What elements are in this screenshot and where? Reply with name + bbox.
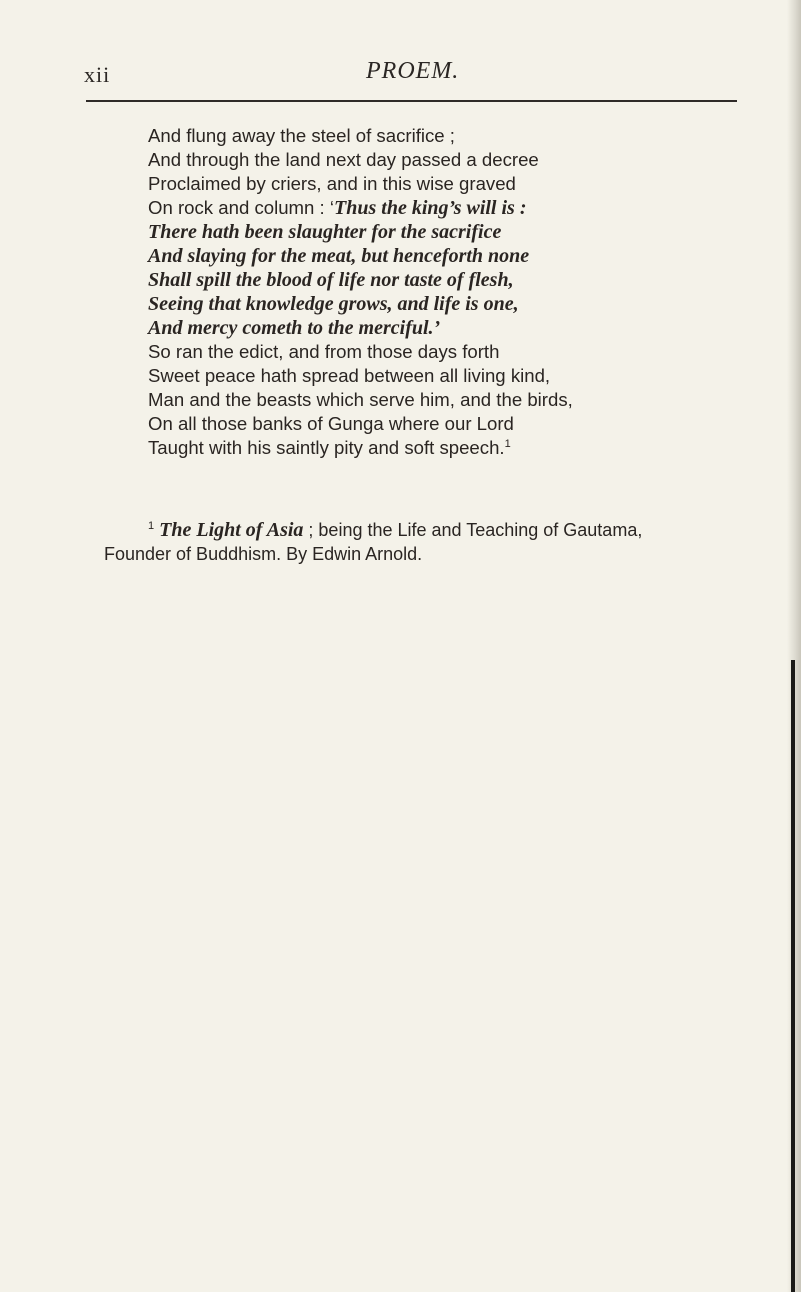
footnote-text: ; being the Life and Teaching of Gautama,	[303, 520, 643, 540]
header-rule	[86, 100, 737, 102]
poem-line: And flung away the steel of sacrifice ;	[148, 125, 455, 146]
page-number: xii	[84, 62, 111, 87]
poem-line: On all those banks of Gunga where our Lord	[148, 413, 514, 434]
footnote-marker: 1	[148, 520, 155, 532]
poem-line-italic: And mercy cometh to the merciful.’	[148, 317, 441, 339]
poem-line-italic: Seeing that knowledge grows, and life is one,	[148, 293, 519, 315]
poem-line-italic: Thus the king’s will is :	[334, 197, 527, 219]
footnote	[104, 518, 744, 566]
poem-line-italic: There hath been slaughter for the sacrifice	[148, 221, 502, 243]
footnote-reference: 1	[504, 438, 511, 450]
page-header	[84, 56, 739, 96]
poem-line: Proclaimed by criers, and in this wise graved	[148, 173, 516, 194]
poem-line: So ran the edict, and from those days forth	[148, 341, 500, 362]
footnote-book-title: The Light of Asia	[159, 519, 304, 541]
poem-block	[148, 124, 748, 460]
poem-line-italic: And slaying for the meat, but henceforth none	[148, 245, 530, 267]
poem-line-italic: Shall spill the blood of life nor taste of flesh,	[148, 269, 514, 291]
poem-line	[148, 436, 748, 460]
page-edge-dark-strip	[791, 660, 795, 1292]
poem-line: And through the land next day passed a decree	[148, 149, 539, 170]
poem-line-text: Taught with his saintly pity and soft speech.	[148, 437, 505, 458]
poem-line-roman: On rock and column : ‘	[148, 197, 335, 218]
poem-line: Sweet peace hath spread between all living kind,	[148, 365, 551, 386]
running-head: PROEM.	[366, 58, 460, 84]
poem-line: Man and the beasts which serve him, and the birds,	[148, 389, 573, 410]
footnote-line	[104, 518, 744, 542]
poem-line	[148, 196, 748, 220]
footnote-line: Founder of Buddhism. By Edwin Arnold.	[104, 544, 423, 564]
